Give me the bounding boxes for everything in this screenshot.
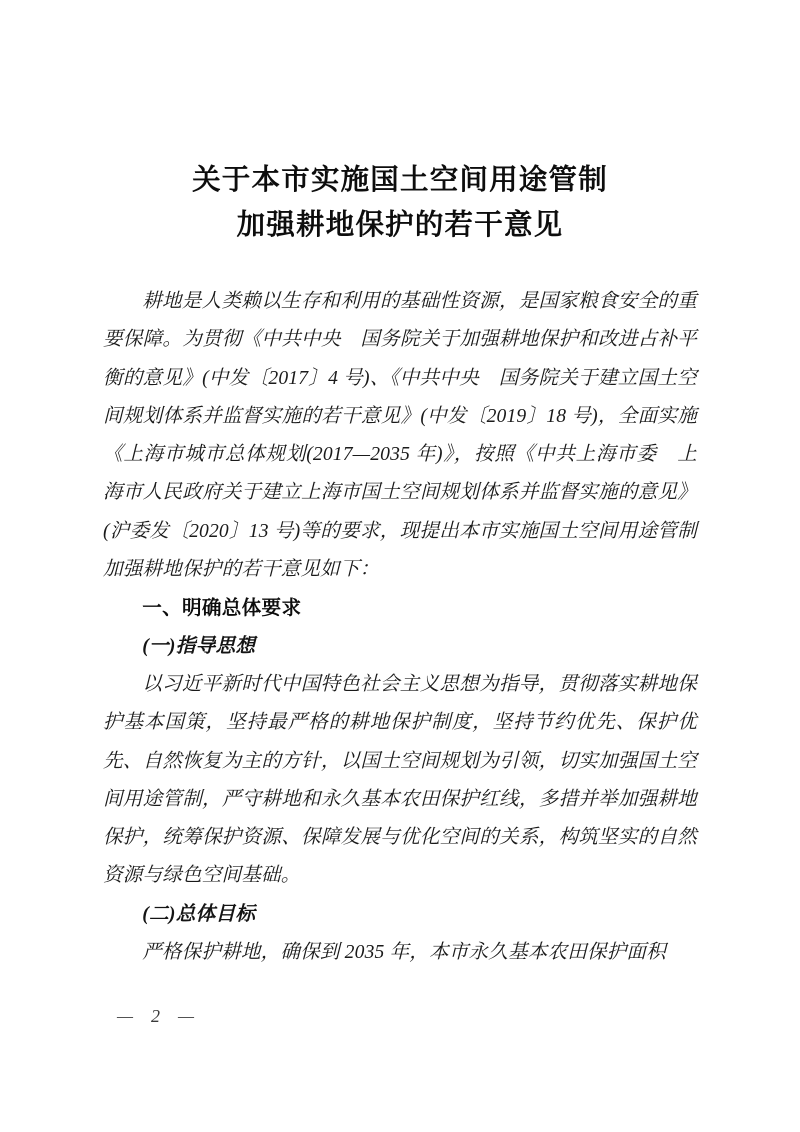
subsection-heading-guiding-thought: (一)指导思想 — [142, 635, 256, 657]
paragraph-overall-goal: 严格保护耕地，确保到 2035 年，本市永久基本农田保护面积 — [142, 942, 666, 964]
title-line-1: 关于本市实施国土空间用途管制 — [192, 165, 608, 196]
page-number: — 2 — — [117, 1005, 198, 1026]
page-title — [0, 158, 800, 248]
subsection-heading-overall-goal: (二)总体目标 — [142, 903, 256, 925]
document-body — [103, 283, 697, 972]
page-footer — [103, 1000, 697, 1032]
title-line-2: 加强耕地保护的若干意见 — [236, 210, 564, 241]
paragraph-intro: 耕地是人类赖以生存和利用的基础性资源，是国家粮食安全的重要保障。为贯彻《中共中央 国务院关于加强耕地保护和改进占补平衡的意见》(中发〔2017〕4 号)、《中共中央 国务院关于建立国土空间规划体系并监督实施的若干意见》(中发〔2019〕18 号)，全面实施《上海市城市总体规划(2017—2035 年)》，按照《中共上海市委 上海市人民政府关于建立上海市国土空间规划体系并监督实施的意见》(沪委发〔2020〕13 号)等的要求，现提出本市实施国土空间用途管制加强耕地保护的若干意见如下： — [103, 291, 697, 581]
section-heading-1: 一、明确总体要求 — [142, 597, 302, 620]
paragraph-guiding-thought: 以习近平新时代中国特色社会主义思想为指导，贯彻落实耕地保护基本国策，坚持最严格的耕地保护制度，坚持节约优先、保护优先、自然恢复为主的方针，以国土空间规划为引领，切实加强国土空间用途管制，严守耕地和永久基本农田保护红线，多措并举加强耕地保护，统筹保护资源、保障发展与优化空间的关系，构筑坚实的自然资源与绿色空间基础。 — [103, 673, 697, 887]
